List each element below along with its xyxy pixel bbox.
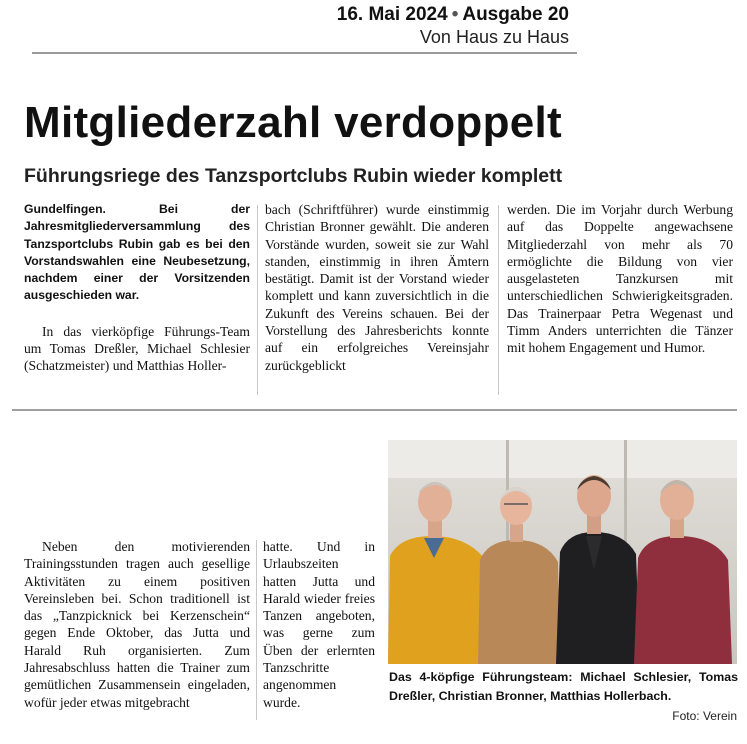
issue-date: 16. Mai 2024 (336, 4, 448, 25)
article-headline: Mitgliederzahl verdoppelt (24, 98, 563, 147)
article-lead: Gundelfingen. Bei der Jahresmitgliederversammlung des Tanzsportclubs Rubin gab es bei den Vorstandswahlen eine Neubesetzung, nachdem einer der Vorsitzenden ausgeschieden war. (24, 202, 250, 303)
photo-caption: Das 4-köpfige Führungsteam: Michael Schlesier, Tomas Dreßler, Christian Bronner, Matthias Hollerbach. (389, 670, 738, 703)
column-divider (257, 205, 258, 395)
article-column-5: hatte. Und in Urlaubszeiten hatten Jutta und Harald wieder freies Tanzen angeboten, was gerne zum Üben der erlernten Tanzschritte angenommen wurde. (263, 539, 375, 710)
team-photo (388, 440, 737, 664)
article-subheadline: Führungsriege des Tanzsportclubs Rubin wieder komplett (24, 165, 563, 187)
article-column-3: werden. Die im Vorjahr durch Werbung auf das Doppelte angewachsene Mitgliederzahl von mehr als 70 ermöglichte die Bildung von vier ausgelasteten Tanzkursen mit unterschiedlichen Schwierigkeitsgraden. Das Trainerpaar Petra Wegenast und Timm Anders unterrichten die Tänzer mit hohem Engagement und Humor. (507, 202, 733, 356)
column-divider (256, 540, 257, 720)
publication-name: Von Haus zu Haus (419, 27, 569, 47)
article-paragraph: In das vierköpfige Führungs-Team um Tomas Dreßler, Michael Schlesier (Schatzmeister) und Matthias Holler- (24, 323, 250, 374)
article-column-4: Neben den motivierenden Trainingsstunden tragen auch gesellige Aktivitäten zu einem positiven Vereinsleben bei. Schon traditionell ist das „Tanzpicknick bei Kerzenschein“ gegen Ende Oktober, das Jutta und Harald Ruh organisierten. Zum Jahresabschluss hatten die Trainer zum gemütlichen Zusammensein eingeladen, wofür jeder etwas mitgebracht (24, 539, 250, 710)
photo-credit: Foto: Verein (672, 709, 737, 723)
article-column-2: bach (Schriftführer) wurde einstimmig Christian Bronner gewählt. Die anderen Vorstände wurden, soweit sie zur Wahl standen, einstimmig in ihren Ämtern bestätigt. Damit ist der Vorstand wieder komplett und kann zuversichtlich in die Zukunft des Vereins schauen. Bei der Vorstellung des Jahresberichts konnte auf ein erfolgreiches Vereinsjahr zurückgeblickt (265, 202, 489, 373)
team-photo-illustration (388, 440, 737, 664)
bullet-separator: • (451, 4, 459, 25)
section-rule (12, 409, 737, 411)
issue-number: Ausgabe 20 (462, 4, 569, 25)
column-divider (498, 205, 499, 395)
top-rule (32, 52, 577, 54)
masthead (337, 4, 569, 48)
article-column-1 (24, 201, 250, 375)
